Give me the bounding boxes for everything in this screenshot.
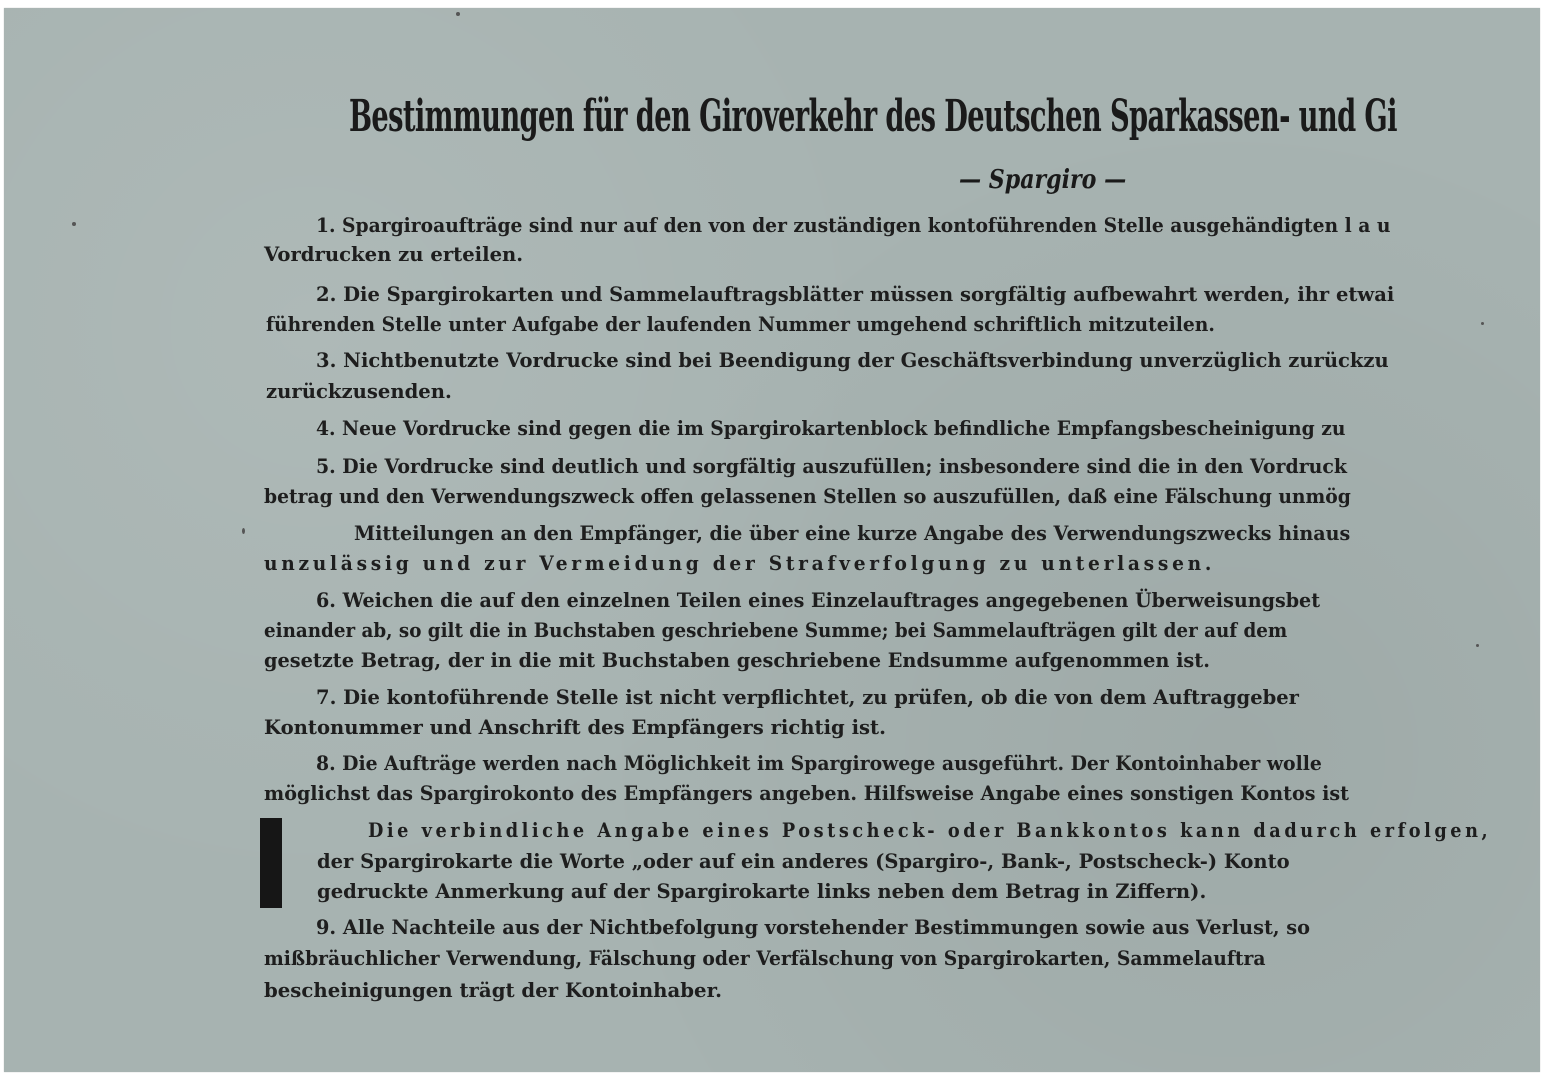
paper-speck: [1476, 644, 1479, 647]
text-line: 4. Neue Vordrucke sind gegen die im Spargirokartenblock befindliche Empfangsbescheinigung zu: [316, 416, 1346, 440]
text-line: 7. Die kontoführende Stelle ist nicht verpflichtet, zu prüfen, ob die von dem Auftraggeber: [316, 685, 1299, 709]
text-line: 5. Die Vordrucke sind deutlich und sorgfältig auszufüllen; insbesondere sind die in den Vordruck: [316, 454, 1347, 478]
text-line: Die verbindliche Angabe eines Postscheck- oder Bankkontos kann dadurch erfolgen,: [368, 818, 1492, 842]
text-line: betrag und den Verwendungszweck offen gelassenen Stellen so auszufüllen, daß eine Fälschung unmög: [264, 484, 1351, 508]
paper-speck: [456, 12, 460, 16]
text-line: Kontonummer und Anschrift des Empfängers richtig ist.: [264, 715, 886, 739]
text-line: der Spargirokarte die Worte „oder auf ein anderes (Spargiro-, Bank-, Postscheck-) Konto: [317, 849, 1290, 873]
text-line: möglichst das Spargirokonto des Empfängers angeben. Hilfsweise Angabe eines sonstigen Kontos ist: [264, 781, 1349, 805]
text-line: mißbräuchlicher Verwendung, Fälschung oder Verfälschung von Spargirokarten, Sammelauftra: [264, 946, 1266, 970]
margin-marker-bar: [260, 818, 282, 908]
text-line: 8. Die Aufträge werden nach Möglichkeit im Spargirowege ausgeführt. Der Kontoinhaber wolle: [316, 751, 1322, 775]
paper-speck: [1481, 322, 1484, 325]
document-subtitle: — Spargiro —: [959, 165, 1127, 195]
text-line: Vordrucken zu erteilen.: [264, 242, 524, 266]
text-line: zurückzusenden.: [266, 379, 452, 403]
text-line: führenden Stelle unter Aufgabe der laufenden Nummer umgehend schriftlich mitzuteilen.: [266, 312, 1215, 336]
text-line: unzulässig und zur Vermeidung der Strafverfolgung zu unterlassen.: [264, 551, 1216, 575]
text-line: 6. Weichen die auf den einzelnen Teilen eines Einzelauftrages angegebenen Überweisungsbet: [316, 588, 1321, 612]
text-line: 9. Alle Nachteile aus der Nichtbefolgung vorstehender Bestimmungen sowie aus Verlust, so: [316, 915, 1311, 939]
text-line: 3. Nichtbenutzte Vordrucke sind bei Beendigung der Geschäftsverbindung unverzüglich zurückzu: [316, 348, 1389, 372]
text-line: 2. Die Spargirokarten und Sammelauftragsblätter müssen sorgfältig aufbewahrt werden, ihr etwai: [316, 282, 1395, 306]
text-line: 1. Spargiroaufträge sind nur auf den von der zuständigen kontoführenden Stelle ausgehändigten l a u: [316, 213, 1391, 237]
text-line: Mitteilungen an den Empfänger, die über eine kurze Angabe des Verwendungszwecks hinaus: [354, 521, 1351, 545]
text-line: bescheinigungen trägt der Kontoinhaber.: [264, 978, 723, 1002]
document-card: [4, 8, 1540, 1072]
text-line: gesetzte Betrag, der in die mit Buchstaben geschriebene Endsumme aufgenommen ist.: [264, 648, 1210, 672]
paper-speck: [242, 528, 245, 534]
text-line: einander ab, so gilt die in Buchstaben geschriebene Summe; bei Sammelaufträgen gilt der auf dem: [264, 618, 1288, 642]
text-line: gedruckte Anmerkung auf der Spargirokarte links neben dem Betrag in Ziffern).: [317, 879, 1207, 903]
document-title: Bestimmungen für den Giroverkehr des Deutschen Sparkassen- und Gi: [349, 91, 1397, 142]
paper-speck: [72, 222, 76, 226]
